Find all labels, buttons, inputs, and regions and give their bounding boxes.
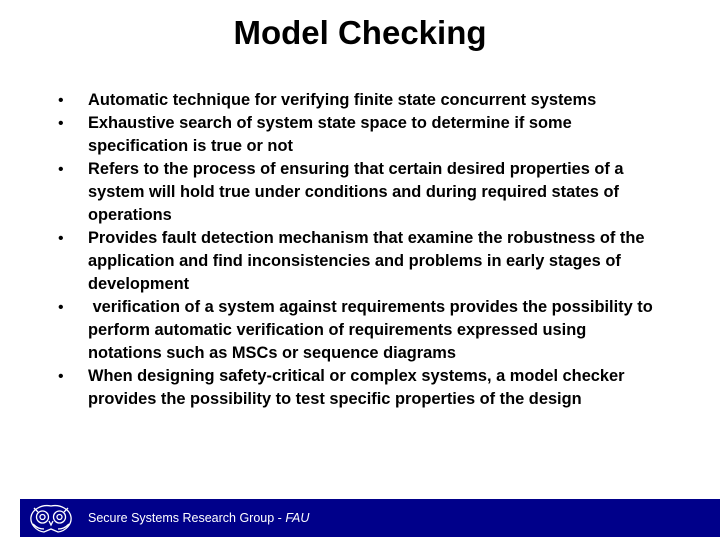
footer-group-name: Secure Systems Research Group [88, 511, 275, 525]
bullet-text: Provides fault detection mechanism that examine the robustness of the application and find inconsistencies and problems in early stages of development [88, 229, 645, 293]
footer-bar [20, 499, 720, 537]
bullet-icon: • [58, 368, 64, 385]
bullet-text: Automatic technique for verifying finite state concurrent systems [88, 91, 597, 109]
bullet-item [58, 227, 658, 296]
bullet-text: verification of a system against requirements provides the possibility to perform automatic verification of requirements expressed using notations such as MSCs or sequence diagrams [88, 298, 658, 362]
bullet-icon: • [58, 115, 64, 132]
owl-logo-icon [28, 502, 74, 534]
bullet-item [58, 89, 658, 112]
bullet-icon: • [58, 161, 64, 178]
footer-org: FAU [285, 511, 310, 525]
bullet-item [58, 158, 658, 227]
slide-title: Model Checking [233, 14, 487, 51]
bullet-item [58, 296, 658, 365]
bullet-text: Exhaustive search of system state space to determine if some specification is true or not [88, 114, 572, 155]
bullet-icon: • [58, 230, 64, 247]
bullet-list [58, 89, 658, 411]
bullet-item [58, 365, 658, 411]
bullet-icon: • [58, 92, 64, 109]
footer-separator: - [274, 511, 286, 525]
bullet-text: Refers to the process of ensuring that certain desired properties of a system will hold true under conditions and during required states of operations [88, 160, 624, 224]
footer-text [88, 511, 309, 525]
bullet-text: When designing safety-critical or complex systems, a model checker provides the possibility to test specific properties of the design [88, 367, 625, 408]
bullet-icon: • [58, 299, 64, 316]
bullet-item [58, 112, 658, 158]
